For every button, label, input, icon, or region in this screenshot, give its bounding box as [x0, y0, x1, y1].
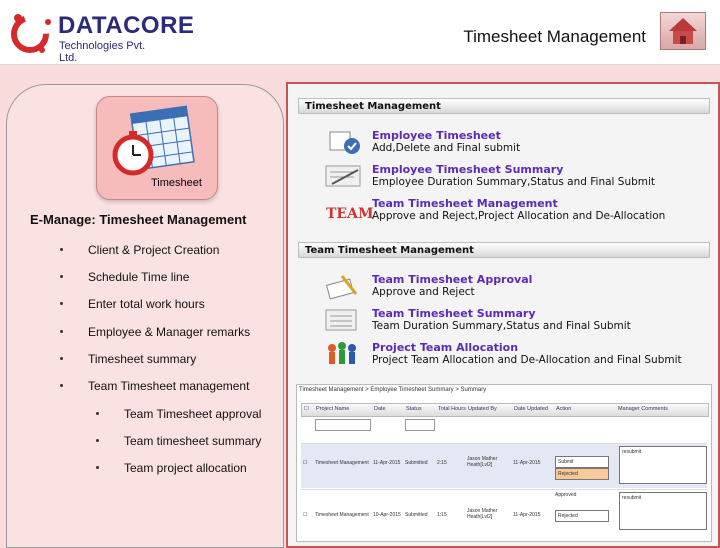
page-title: Timesheet Management — [463, 27, 646, 46]
feature-text: Timesheet summary — [88, 352, 197, 366]
menu-item-team-timesheet-management[interactable] — [324, 196, 704, 226]
action-dropdown[interactable] — [555, 510, 609, 522]
employee-timesheet-icon — [324, 128, 364, 156]
logo-subtitle: Technologies Pvt. Ltd. — [59, 40, 146, 64]
subfeature-text: Team Timesheet approval — [124, 407, 262, 421]
menu-item-project-team-allocation[interactable] — [324, 340, 704, 370]
timesheet-clock-icon — [105, 103, 205, 179]
cell-updated-by: Jason Mather Heath[Lvl2] — [467, 456, 498, 468]
timesheet-summary-grid — [296, 384, 712, 542]
bullet-icon — [60, 302, 63, 305]
item-desc: Team Duration Summary,Status and Final Submit — [372, 320, 631, 332]
item-desc: Employee Duration Summary,Status and Final Submit — [372, 176, 656, 188]
bullet-icon — [60, 357, 63, 360]
approval-icon — [324, 272, 364, 300]
item-title: Team Timesheet Management — [372, 197, 558, 210]
item-desc: Approve and Reject,Project Allocation and De-Allocation — [372, 210, 666, 222]
feature-text: Team Timesheet management — [88, 379, 250, 393]
menu-item-team-timesheet-approval[interactable] — [324, 272, 704, 302]
bullet-icon — [60, 384, 63, 387]
select-all-checkbox[interactable]: ☐ — [304, 406, 309, 412]
item-desc: Add,Delete and Final submit — [372, 142, 521, 154]
subfeature-text: Team timesheet summary — [124, 434, 262, 448]
team-icon — [324, 196, 374, 224]
action-selected: Submit — [558, 459, 574, 465]
column-header[interactable]: Updated By — [468, 406, 497, 412]
menu-item-employee-timesheet-summary[interactable] — [324, 162, 704, 192]
company-logo — [6, 6, 195, 64]
cell-date-updated: 11-Apr-2015 — [513, 512, 541, 518]
column-header[interactable]: Total Hours — [438, 406, 466, 412]
column-header[interactable]: Action — [556, 406, 572, 412]
bullet-icon — [60, 248, 63, 251]
table-row[interactable] — [301, 489, 707, 534]
timesheet-module-label: Timesheet — [151, 177, 202, 189]
cell-date-updated: 11-Apr-2015 — [513, 460, 541, 466]
section-title: Timesheet Management — [298, 98, 710, 114]
home-button[interactable] — [660, 12, 706, 50]
option-text[interactable]: Approved — [555, 492, 577, 498]
cell-project: Timesheet Management — [315, 460, 369, 466]
column-header[interactable]: Date Updated — [514, 406, 548, 412]
screenshot-panel — [286, 82, 720, 548]
cell-project: Timesheet Management — [315, 512, 369, 518]
bullet-icon — [96, 439, 99, 442]
column-header[interactable]: Project Name — [316, 406, 350, 412]
action-dropdown[interactable] — [555, 456, 609, 468]
manager-comment-field[interactable] — [619, 446, 707, 484]
cell-hours: 1:15 — [437, 512, 447, 518]
feature-text: Client & Project Creation — [88, 243, 220, 257]
menu-item-team-timesheet-summary[interactable] — [324, 306, 704, 336]
action-option[interactable] — [555, 468, 609, 480]
bullet-icon — [60, 330, 63, 333]
bullet-icon — [96, 412, 99, 415]
manager-comment-field[interactable] — [619, 492, 707, 530]
item-desc: Approve and Reject — [372, 286, 475, 298]
menu-item-employee-timesheet[interactable] — [324, 128, 704, 158]
svg-text:TEAM: TEAM — [326, 206, 374, 222]
status-filter-input[interactable] — [405, 419, 435, 431]
cell-date: 10-Apr-2015 — [373, 512, 401, 518]
item-title: Employee Timesheet — [372, 129, 501, 142]
feature-text: Employee & Manager remarks — [88, 325, 251, 339]
heading-prefix: E-Manage: — [30, 212, 96, 227]
action-selected: Rejected — [558, 513, 578, 519]
feature-text: Enter total work hours — [88, 297, 205, 311]
bullet-icon — [96, 466, 99, 469]
column-header[interactable]: Status — [406, 406, 422, 412]
item-title: Team Timesheet Approval — [372, 273, 533, 286]
project-filter-input[interactable] — [315, 419, 371, 431]
logo-name: DATACORE — [58, 12, 195, 39]
column-header[interactable]: Manager Comments — [618, 406, 668, 412]
option-text: Rejected — [558, 471, 578, 477]
team-people-icon — [324, 340, 364, 368]
team-summary-icon — [324, 306, 364, 334]
item-title: Project Team Allocation — [372, 341, 519, 354]
cell-updated-by: Jason Mather Heath[Lvl2] — [467, 508, 498, 520]
column-header[interactable]: Date — [374, 406, 386, 412]
item-title: Team Timesheet Summary — [372, 307, 536, 320]
section-title: Team Timesheet Management — [298, 242, 710, 258]
grid-header — [301, 403, 709, 417]
comment-text: resubmit — [622, 495, 642, 501]
card-title-text — [97, 97, 98, 98]
item-desc: Project Team Allocation and De-Allocation and Final Submit — [372, 354, 682, 366]
subfeature-text: Team project allocation — [124, 461, 247, 475]
comment-text: resubmit — [622, 449, 642, 455]
cell-date: 11-Apr-2015 — [373, 460, 401, 466]
cell-status: Submitted — [405, 512, 428, 518]
datacore-logo-icon — [8, 8, 54, 58]
app-header — [0, 0, 720, 65]
row-checkbox[interactable]: ☐ — [303, 512, 308, 518]
table-row[interactable] — [301, 443, 707, 488]
cell-status: Submitted — [405, 460, 428, 466]
item-title: Employee Timesheet Summary — [372, 163, 564, 176]
home-icon — [661, 13, 705, 49]
breadcrumb: Timesheet Management > Employee Timesheet Summary > Summary — [299, 387, 487, 393]
feature-text: Schedule Time line — [88, 270, 190, 284]
heading-rest: Timesheet Management — [95, 212, 247, 227]
row-checkbox[interactable]: ☐ — [303, 460, 308, 466]
bullet-icon — [60, 275, 63, 278]
cell-hours: 2:15 — [437, 460, 447, 466]
section-heading — [30, 212, 247, 227]
timesheet-module-card[interactable] — [96, 96, 218, 200]
timesheet-summary-icon — [324, 162, 364, 190]
